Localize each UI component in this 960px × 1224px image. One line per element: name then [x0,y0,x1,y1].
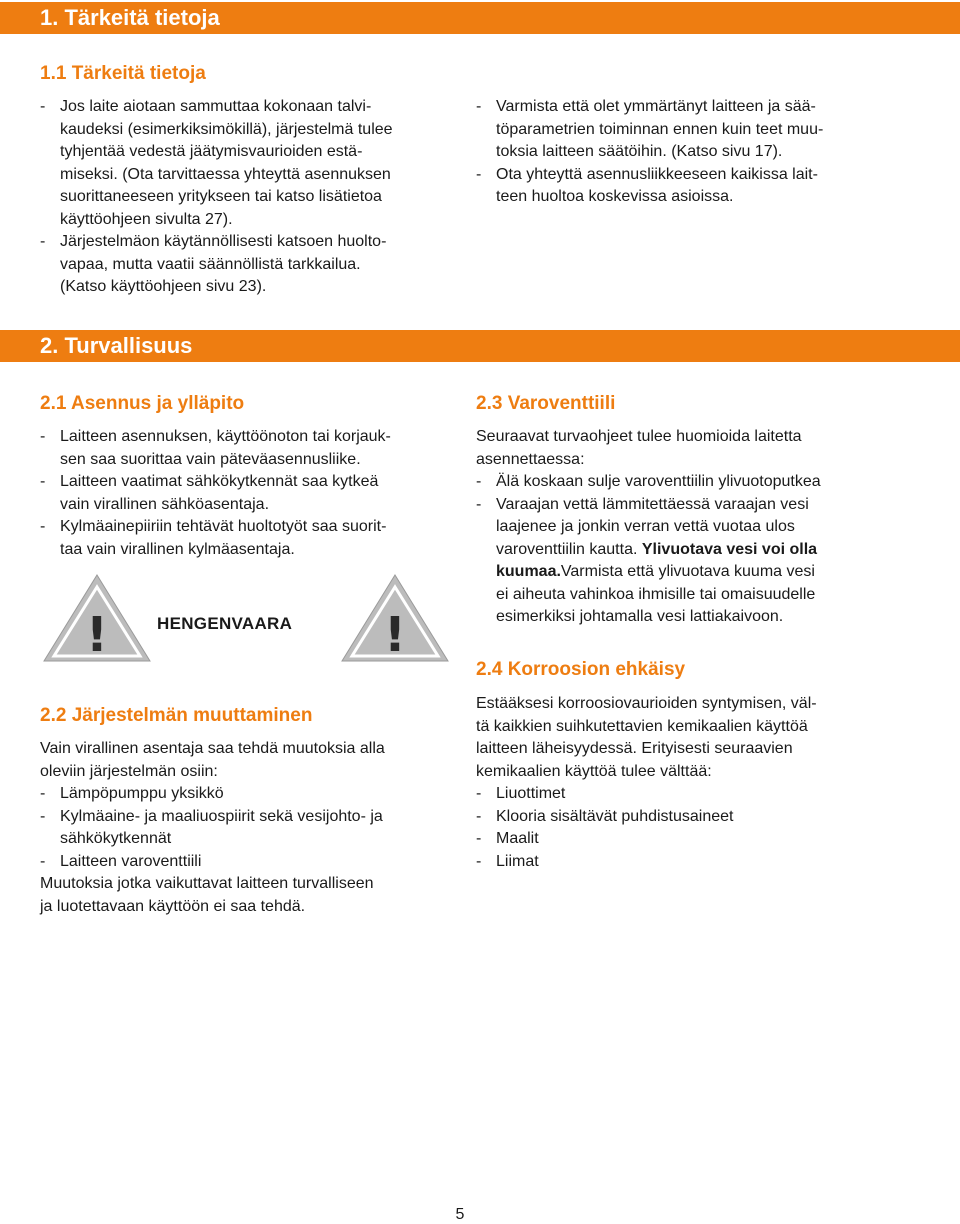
section-2-banner [0,330,960,362]
subsection-2-4-title: 2.4 Korroosion ehkäisy [476,659,686,680]
list-item: - Liuottimet [476,783,916,806]
list-item: - Kylmäaine- ja maaliuospiirit sekä vesijohto- ja sähkökytkennät [40,806,470,851]
list-item: - Ota yhteyttä asennusliikkeeseen kaikissa lait- teen huoltoa koskevissa asioissa. [476,164,916,209]
section-2-title: 2. Turvallisuus [40,333,193,358]
list-item: - Maalit [476,828,916,851]
section-2-3-text: Seuraavat turvaohjeet tulee huomioida laitetta asennettaessa: - Älä koskaan sulje varoventtiilin ylivuotoputkea - Varaajan vettä lämmitettäessä varaajan vesi laajenee ja jonkin verran vettä vuotaa ulos varoventtiilin kautta. Ylivuotava vesi voi olla kuumaa.Varmista että ylivuotava kuuma vesi ei aiheuta vahinkoa ihmisille tai omaisuudelle esimerkiksi johtamalla vesi lattiakaivoon. [476,426,916,629]
list-item: - Lämpöpumppu yksikkö [40,783,470,806]
subsection-2-2-title: 2.2 Järjestelmän muuttaminen [40,705,313,726]
list-item: - Älä koskaan sulje varoventtiilin ylivuotoputkea [476,471,916,494]
list-item: - Kylmäainepiiriin tehtävät huoltotyöt saa suorit- taa vain virallinen kylmäasentaja. [40,516,470,561]
warning-triangle-icon [42,573,152,663]
section-2-2-text: Vain virallinen asentaja saa tehdä muutoksia alla oleviin järjestelmän osiin: - Lämpöpumppu yksikkö - Kylmäaine- ja maaliuospiirit sekä vesijohto- ja sähkökytkennät - Laitteen varoventtiili Muutoksia jotka vaikuttavat laitteen turvalliseen ja luotettavaan käyttöön ei saa tehdä. [40,738,470,918]
subsection-2-1-title: 2.1 Asennus ja ylläpito [40,393,245,414]
warning-triangle-icon [340,573,450,663]
list-item: - Laitteen vaatimat sähkökytkennät saa kytkeä vain virallinen sähköasentaja. [40,471,470,516]
subsection-1-1-title: 1.1 Tärkeitä tietoja [40,63,206,84]
subsection-2-3-title: 2.3 Varoventtiili [476,393,616,414]
list-item: - Laitteen asennuksen, käyttöönoton tai korjauk- sen saa suorittaa vain päteväasennusliike. [40,426,470,471]
list-item: - Järjestelmäon käytännöllisesti katsoen huolto- vapaa, mutta vaatii säännöllistä tarkkailua. (Katso käyttöohjeen sivu 23). [40,231,460,299]
list-item: - Jos laite aiotaan sammuttaa kokonaan talvi- kaudeksi (esimerkiksimökillä), järjestelmä tulee tyhjentää vedestä jäätymisvaurioiden estä- miseksi. (Ota tarvittaessa yhteyttä asennuksen suorittaneeseen yritykseen tai katso lisätietoa käyttöohjeen sivulta 27). [40,96,460,231]
page-number: 5 [455,1206,465,1223]
danger-label: HENGENVAARA [157,614,293,633]
section-2-4-text: Estääksesi korroosiovaurioiden syntymisen, väl- tä kaikkien suihkutettavien kemikaalien käyttöä laitteen läheisyydessä. Erityisesti seuraavien kemikaalien käyttöä tulee välttää: - Liuottimet - Klooria sisältävät puhdistusaineet - Maalit - Liimat [476,693,916,873]
section-1-banner [0,2,960,34]
section-2-1-text [40,426,470,561]
list-item: - Klooria sisältävät puhdistusaineet [476,806,916,829]
list-item: - Liimat [476,851,916,874]
svg-text:!: ! [86,607,108,663]
svg-text:!: ! [384,607,406,663]
section-1-right-text [476,96,916,209]
section-1-left-text [40,96,460,299]
list-item: - Laitteen varoventtiili [40,851,470,874]
section-1-title: 1. Tärkeitä tietoja [40,5,220,30]
list-item: - Varmista että olet ymmärtänyt laitteen ja sää- töparametrien toiminnan ennen kuin teet muu- toksia laitteen säätöihin. (Katso sivu 17). [476,96,916,164]
list-item: - Varaajan vettä lämmitettäessä varaajan vesi laajenee ja jonkin verran vettä vuotaa ulos varoventtiilin kautta. Ylivuotava vesi voi olla kuumaa.Varmista että ylivuotava kuuma vesi ei aiheuta vahinkoa ihmisille tai omaisuudelle esimerkiksi johtamalla vesi lattiakaivoon. [476,494,916,629]
